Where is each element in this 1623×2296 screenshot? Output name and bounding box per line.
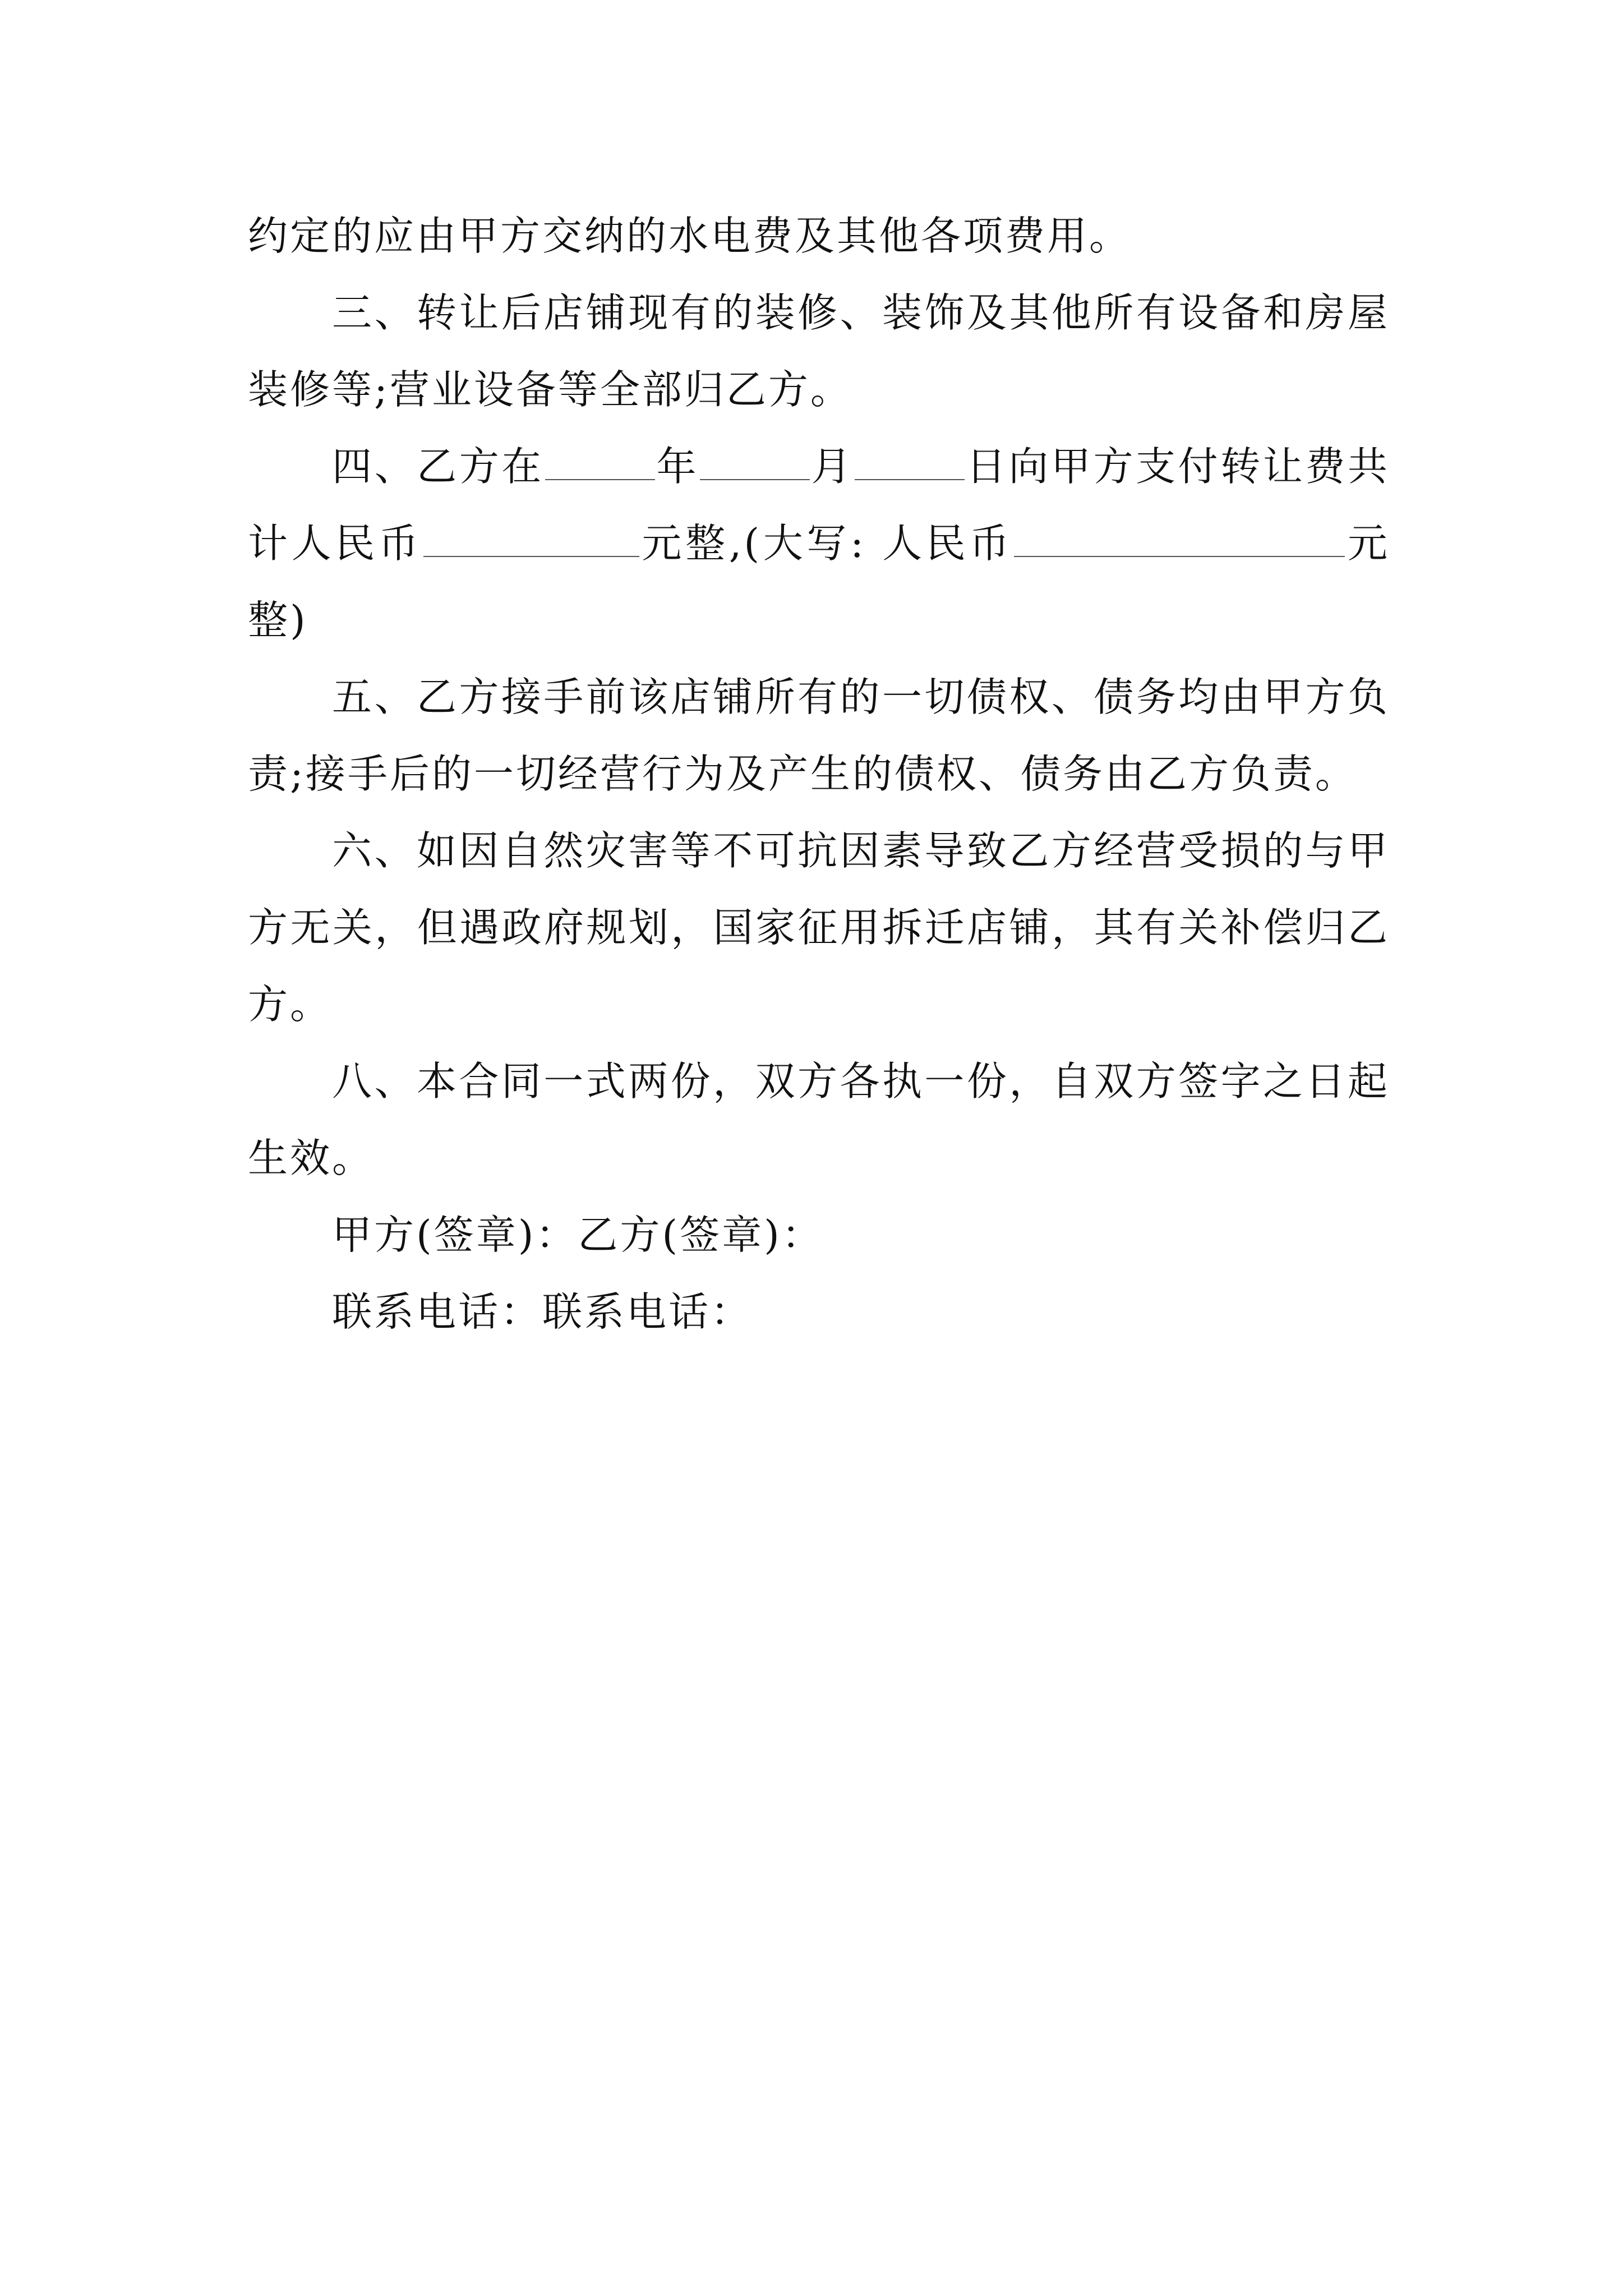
clause-8-copies: 八、本合同一式两份，双方各执一份，自双方签字之日起生效。 <box>248 1058 1390 1181</box>
clause-6-force-majeure: 六、如因自然灾害等不可抗因素导致乙方经营受损的与甲方无关，但遇政府规划，国家征用拆迁店铺，其有关补偿归乙方。 <box>248 827 1390 1028</box>
clause-4-text-6: 元整) <box>248 520 1390 643</box>
clause-4-text-4: 日向甲方支付转让费共计人民币 <box>248 443 1390 567</box>
clause-5-debts: 五、乙方接手前该店铺所有的一切债权、债务均由甲方负责;接手后的一切经营行为及产生的债权、债务由乙方负责。 <box>248 674 1390 797</box>
amount-blank <box>423 523 639 557</box>
month-blank <box>700 447 810 480</box>
clause-4-text-3: 月 <box>811 443 854 490</box>
signature-line: 甲方(签章)：乙方(签章)： <box>332 1212 824 1258</box>
year-blank <box>545 447 655 480</box>
phone-line: 联系电话：联系电话： <box>332 1289 753 1335</box>
clause-4-text-5: 元整,(大写: 人民币 <box>640 520 1013 567</box>
clause-3-decoration-transfer: 三、转让后店铺现有的装修、装饰及其他所有设备和房屋装修等;营业设备等全部归乙方。 <box>248 289 1390 413</box>
paragraph-fee-continuation: 约定的应由甲方交纳的水电费及其他各项费用。 <box>248 213 1132 259</box>
clause-4-payment <box>248 428 1390 659</box>
amount-uppercase-blank <box>1014 523 1345 557</box>
contract-body <box>248 197 1390 1350</box>
clause-4-text-1: 四、乙方在 <box>332 443 544 490</box>
clause-4-text-2: 年 <box>656 443 699 490</box>
day-blank <box>855 447 965 480</box>
